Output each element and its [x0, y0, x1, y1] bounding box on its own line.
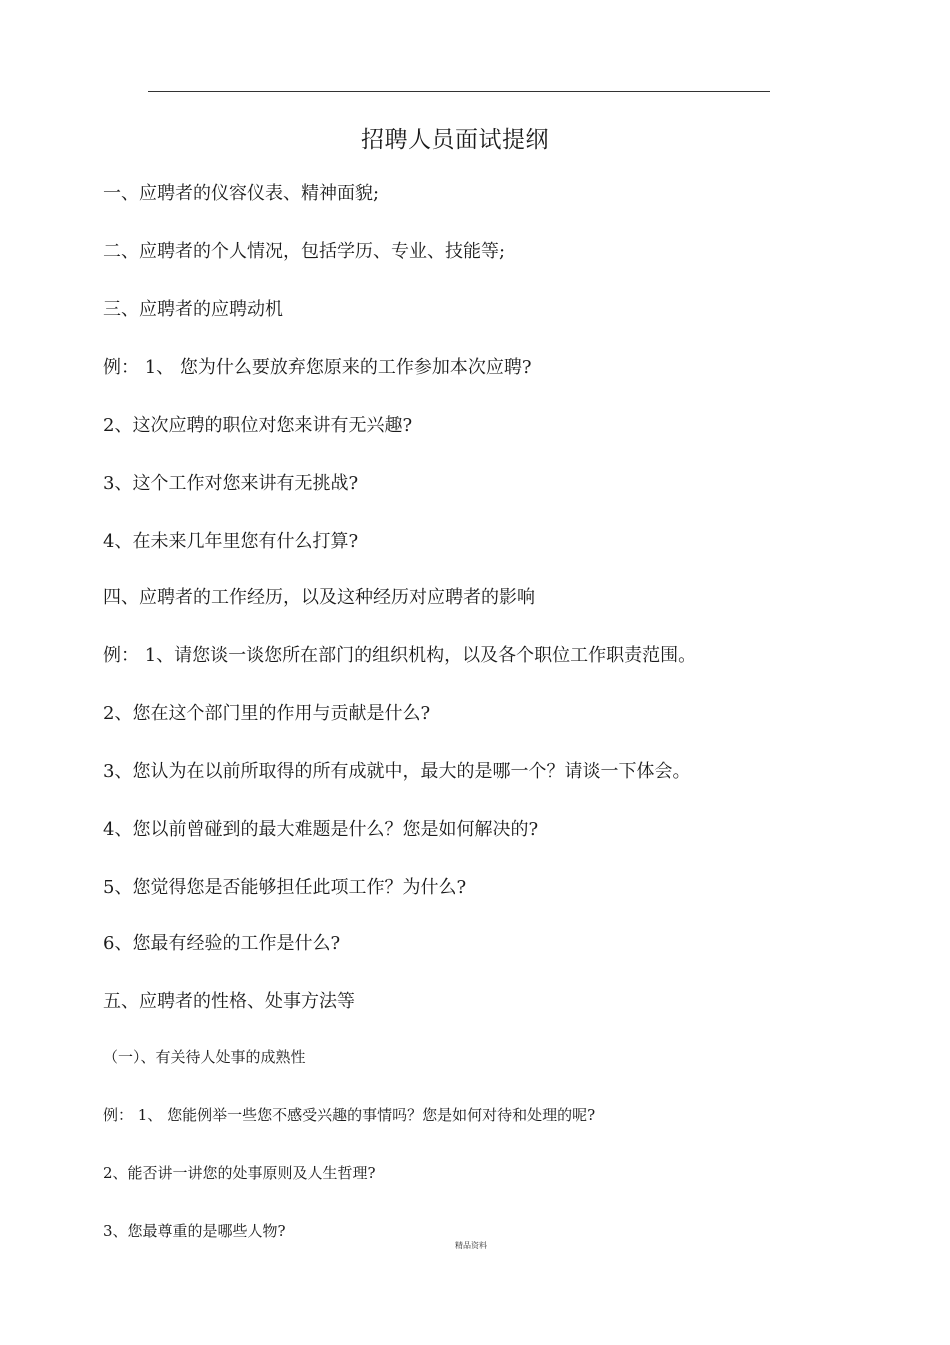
subsection-heading: （一）、有关待人处事的成熟性	[103, 1048, 306, 1066]
document-title: 招聘人员面试提纲	[361, 127, 549, 153]
section-4-heading: 四、应聘者的工作经历，以及这种经历对应聘者的影响	[103, 587, 535, 608]
section-5-heading: 五、应聘者的性格、处事方法等	[103, 991, 355, 1012]
question-line: 2、您在这个部门里的作用与贡献是什么?	[103, 703, 431, 724]
question-line: 4、您以前曾碰到的最大难题是什么？您是如何解决的?	[103, 819, 539, 840]
question-line: 5、您觉得您是否能够担任此项工作？为什么?	[103, 877, 467, 898]
question-line: 例： 1、请您谈一谈您所在部门的组织机构，以及各个职位工作职责范围。	[103, 645, 697, 666]
section-1-heading: 一、应聘者的仪容仪表、精神面貌;	[103, 183, 380, 204]
question-line: 4、在未来几年里您有什么打算?	[103, 531, 359, 552]
header-rule	[148, 91, 770, 92]
question-line: 例： 1、 您为什么要放弃您原来的工作参加本次应聘?	[103, 357, 532, 378]
question-line: 2、这次应聘的职位对您来讲有无兴趣?	[103, 415, 413, 436]
question-line: 3、这个工作对您来讲有无挑战?	[103, 473, 359, 494]
question-line: 3、您认为在以前所取得的所有成就中，最大的是哪一个？请谈一下体会。	[103, 761, 691, 782]
question-line: 3、您最尊重的是哪些人物?	[103, 1222, 286, 1240]
section-3-heading: 三、应聘者的应聘动机	[103, 299, 283, 320]
section-2-heading: 二、应聘者的个人情况，包括学历、专业、技能等;	[103, 241, 506, 262]
page-footer: 精品资料	[455, 1241, 487, 1250]
question-line: 例： 1、 您能例举一些您不感受兴趣的事情吗？您是如何对待和处理的呢?	[103, 1106, 596, 1124]
question-line: 6、您最有经验的工作是什么?	[103, 933, 341, 954]
question-line: 2、能否讲一讲您的处事原则及人生哲理?	[103, 1164, 376, 1182]
